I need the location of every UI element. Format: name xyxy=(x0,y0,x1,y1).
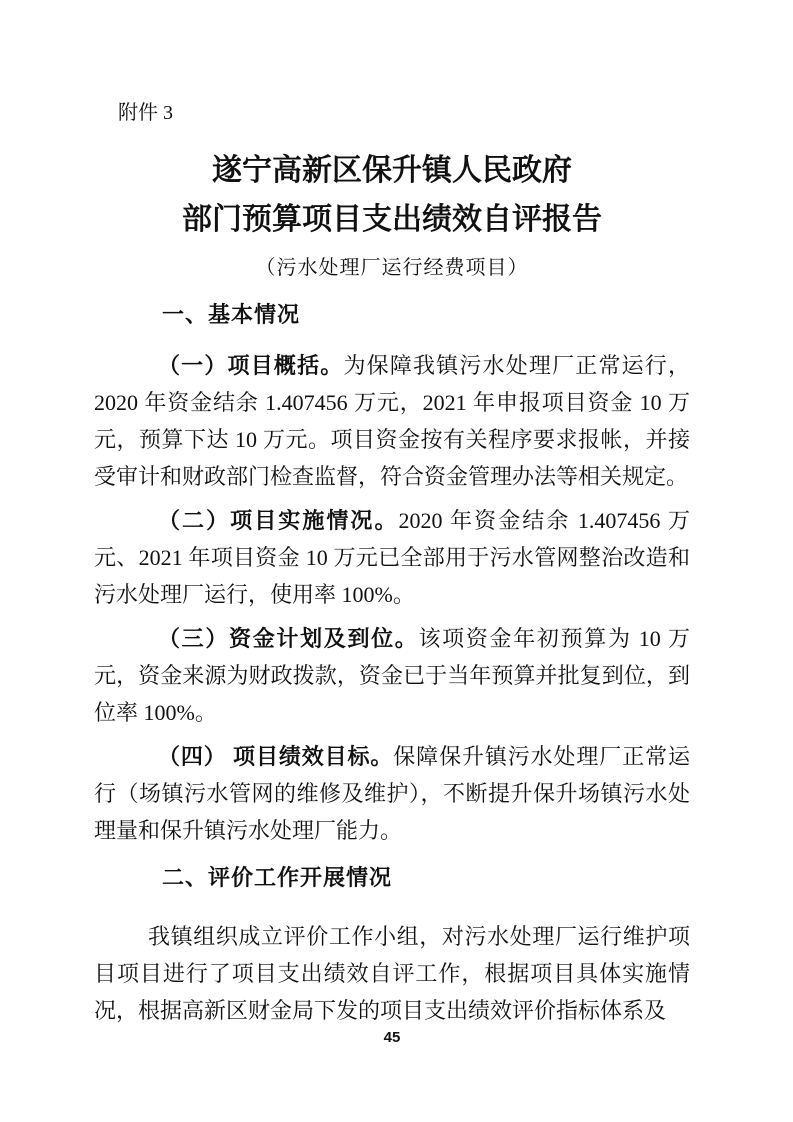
document-title-line2: 部门预算项目支出绩效自评报告 xyxy=(182,203,602,236)
paragraph-fund-plan-lead: （三）资金计划及到位。 xyxy=(158,626,419,651)
paragraph-fund-plan-text: 该项资金年初预算为 10 万元，资金来源为财政拨款，资金已于当年预算并批复到位，到位率 100%。 xyxy=(94,626,690,725)
page-number: 45 xyxy=(383,1029,401,1046)
document-subtitle: （污水处理厂运行经费项目） xyxy=(255,257,529,279)
section-heading-evaluation-work: 二、评价工作开展情况 xyxy=(162,865,393,890)
paragraph-performance-goal-text: 保障保升镇污水处理厂正常运行（场镇污水管网的维修及维护），不断提升保升场镇污水处理量和保升镇污水处理厂能力。 xyxy=(94,744,690,843)
paragraph-evaluation-work xyxy=(94,918,690,1029)
paragraph-project-overview-lead: （一）项目概括。 xyxy=(158,353,344,378)
document-title-line1: 遂宁高新区保升镇人民政府 xyxy=(212,154,572,187)
section-heading-basic-info: 一、基本情况 xyxy=(162,302,301,327)
paragraph-fund-plan xyxy=(94,620,690,731)
paragraph-implementation-text: 2020 年资金结余 1.407456 万元、2021 年项目资金 10 万元已全部用于污水管网整治改造和污水处理厂运行，使用率 100%。 xyxy=(94,508,690,607)
paragraph-project-overview xyxy=(94,347,690,495)
paragraph-implementation xyxy=(94,502,690,613)
document-title xyxy=(94,146,690,244)
paragraph-project-overview-text: 为保障我镇污水处理厂正常运行，2020 年资金结余 1.407456 万元，2021 年申报项目资金 10 万元，预算下达 10 万元。项目资金按有关程序要求报帐，并接受审计和财政部门检查监督，符合资金管理办法等相关规定。 xyxy=(94,353,690,489)
attachment-label: 附件 3 xyxy=(118,102,173,124)
paragraph-implementation-lead: （二）项目实施情况。 xyxy=(158,508,399,533)
paragraph-evaluation-work-text: 我镇组织成立评价工作小组，对污水处理厂运行维护项目项目进行了项目支出绩效自评工作，根据项目具体实施情况，根据高新区财金局下发的项目支出绩效评价指标体系及 xyxy=(94,924,690,1023)
paragraph-performance-goal xyxy=(94,738,690,849)
paragraph-performance-goal-lead: （四） 项目绩效目标。 xyxy=(158,744,394,769)
